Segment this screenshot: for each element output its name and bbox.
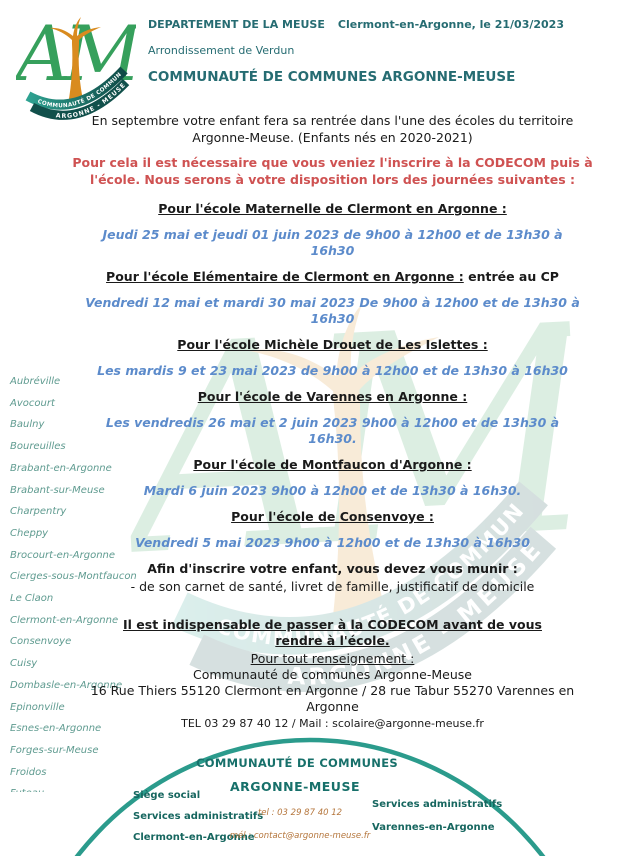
school-dates: Mardi 6 juin 2023 9h00 à 12h00 et de 13h30 à 16h30. bbox=[143, 483, 522, 498]
school-dates: Vendredi 5 mai 2023 9h00 à 12h00 et de 13h30 à 16h30 bbox=[135, 535, 530, 550]
department-label: DEPARTEMENT DE LA MEUSE bbox=[148, 18, 325, 31]
info-organization: Communauté de communes Argonne-Meuse bbox=[193, 667, 472, 682]
commune-item: Consenvoye bbox=[10, 636, 72, 648]
commune-item: Clermont-en-Argonne bbox=[10, 614, 119, 626]
commune-item: Brabant-en-Argonne bbox=[10, 462, 112, 474]
school-heading bbox=[62, 457, 603, 473]
footer-right-item: Services administratifs bbox=[372, 799, 503, 810]
organization-title: COMMUNAUTÉ DE COMMUNES ARGONNE-MEUSE bbox=[148, 69, 516, 85]
footer-title-line2: ARGONNE-MEUSE bbox=[229, 779, 360, 794]
footer-left-item: Clermont-en-Argonne bbox=[133, 832, 255, 843]
footer-right-column bbox=[372, 799, 502, 845]
argonne-meuse-logo bbox=[16, 10, 136, 120]
commune-item: Cheppy bbox=[10, 527, 49, 539]
school-heading bbox=[62, 201, 603, 217]
commune-item: Forges-sur-Meuse bbox=[10, 744, 99, 756]
commune-item: Brocourt-en-Argonne bbox=[10, 549, 116, 561]
school-heading-text: Pour l'école Maternelle de Clermont en Argonne : bbox=[158, 201, 507, 216]
commune-item: Charpentry bbox=[10, 506, 67, 518]
school-heading-text: Pour l'école de Montfaucon d'Argonne : bbox=[193, 457, 472, 472]
footer-phone: tel : 03 29 87 40 12 bbox=[257, 808, 343, 818]
commune-item: Brabant-sur-Meuse bbox=[10, 484, 105, 496]
footer-left-item: Siège social bbox=[133, 790, 201, 801]
school-dates: Les mardis 9 et 23 mai 2023 de 9h00 à 12h00 et de 13h30 à 16h30 bbox=[97, 363, 568, 378]
school-heading-text: Pour l'école de Consenvoye : bbox=[231, 509, 434, 524]
important-notice: Il est indispensable de passer à la CODECOM avant de vous rendre à l'école. bbox=[123, 617, 542, 648]
letter-body bbox=[62, 112, 603, 742]
footer-left-item: Services administratifs bbox=[133, 811, 264, 822]
commune-item: Cierges-sous-Montfaucon bbox=[10, 571, 137, 583]
commune-item: Dombasle-en-Argonne bbox=[10, 679, 123, 691]
school-heading-text: Pour l'école Elémentaire de Clermont en Argonne : bbox=[106, 269, 464, 284]
footer-email: mél : contact@argonne-meuse.fr bbox=[229, 831, 371, 841]
commune-item: Boureuilles bbox=[10, 441, 66, 453]
notice-paragraph: Pour cela il est nécessaire que vous veniez l'inscrire à la CODECOM puis à l'école. Nous serons à votre disposition lors des journées suivantes : bbox=[72, 155, 593, 187]
requirements-item: - de son carnet de santé, livret de famille, justificatif de domicile bbox=[130, 579, 535, 594]
letter-date: Clermont-en-Argonne, le 21/03/2023 bbox=[337, 18, 564, 31]
commune-item: Baulny bbox=[10, 419, 45, 431]
arrondissement-label: Arrondissement de Verdun bbox=[148, 44, 295, 57]
commune-item: Le Claon bbox=[10, 593, 54, 605]
school-heading-text: Pour l'école de Varennes en Argonne : bbox=[197, 389, 468, 404]
school-heading-text: Pour l'école Michèle Drouet de Les Islettes : bbox=[177, 337, 488, 352]
commune-item: Esnes-en-Argonne bbox=[10, 723, 102, 735]
intro-paragraph: En septembre votre enfant fera sa rentrée dans l'une des écoles du territoire Argonne-Meuse. (Enfants nés en 2020-2021) bbox=[91, 113, 574, 145]
info-address: 16 Rue Thiers 55120 Clermont en Argonne / 28 rue Tabur 55270 Varennes en Argonne bbox=[90, 683, 575, 714]
requirements-title: Afin d'inscrire votre enfant, vous devez vous munir : bbox=[147, 561, 518, 576]
commune-item: Avocourt bbox=[10, 397, 55, 409]
commune-item: Epinonville bbox=[10, 701, 65, 713]
school-dates: Les vendredis 26 mai et 2 juin 2023 9h00 à 12h00 et de 13h30 à 16h30. bbox=[105, 415, 560, 446]
footer-center-column bbox=[200, 808, 400, 854]
footer-title-line1: COMMUNAUTÉ DE COMMUNES bbox=[196, 756, 398, 770]
school-heading-suffix: entrée au CP bbox=[463, 269, 559, 284]
info-title: Pour tout renseignement : bbox=[250, 651, 415, 666]
school-dates: Vendredi 12 mai et mardi 30 mai 2023 De 9h00 à 12h00 et de 13h30 à 16h30 bbox=[85, 295, 580, 326]
school-dates: Jeudi 25 mai et jeudi 01 juin 2023 de 9h00 à 12h00 et de 13h30 à 16h30 bbox=[102, 227, 563, 258]
footer-right-item: Varennes-en-Argonne bbox=[372, 822, 495, 833]
info-contact: TEL 03 29 87 40 12 / Mail : scolaire@argonne-meuse.fr bbox=[181, 717, 484, 730]
commune-item: Cuisy bbox=[10, 658, 38, 670]
school-heading bbox=[62, 337, 603, 353]
school-heading bbox=[62, 389, 603, 405]
commune-item: Froidos bbox=[10, 766, 47, 778]
school-heading bbox=[62, 509, 603, 525]
commune-item: Aubréville bbox=[10, 376, 61, 387]
school-heading bbox=[62, 269, 603, 285]
